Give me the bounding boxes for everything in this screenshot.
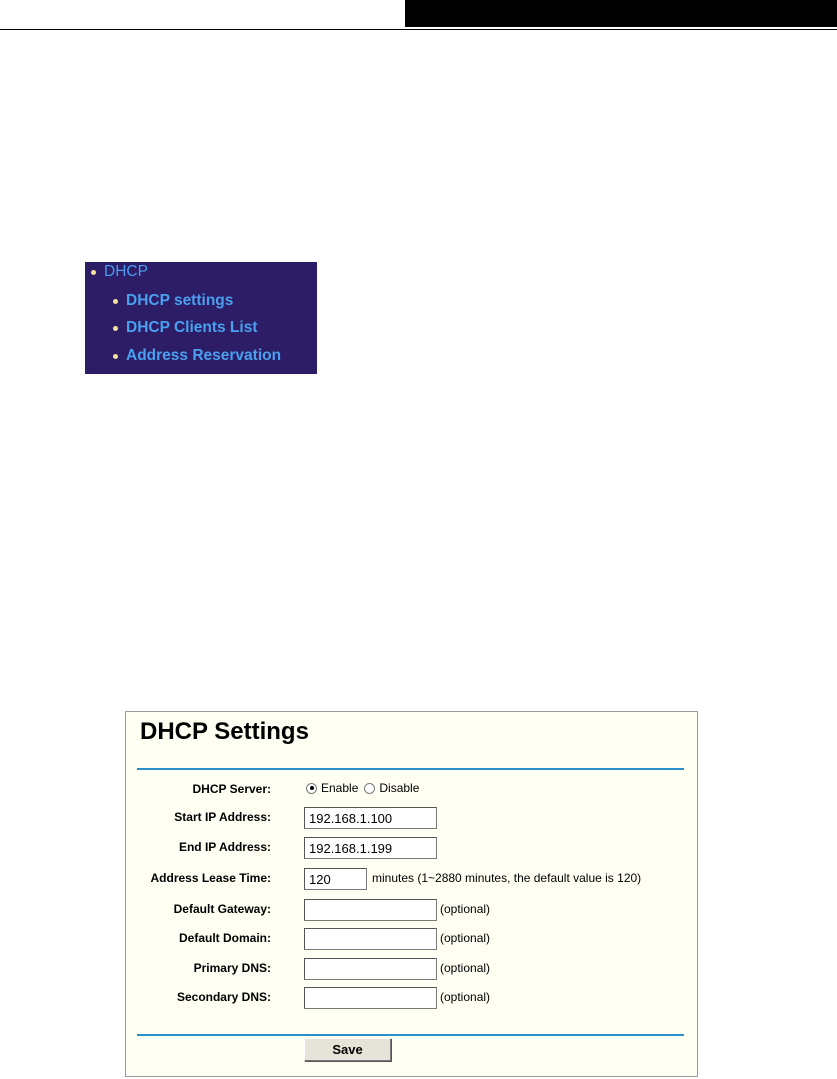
secondary-dns-row bbox=[126, 987, 699, 1011]
header-rule bbox=[0, 29, 837, 30]
dhcp-server-row bbox=[126, 779, 699, 803]
end-ip-input[interactable] bbox=[304, 837, 437, 859]
default-gateway-row bbox=[126, 899, 699, 923]
optional-hint: (optional) bbox=[440, 931, 491, 945]
default-domain-input[interactable] bbox=[304, 928, 437, 950]
default-domain-label: Default Domain: bbox=[178, 931, 271, 945]
dhcp-server-radio-group bbox=[306, 781, 419, 795]
menu-item-label: DHCP settings bbox=[126, 292, 234, 309]
menu-item-label: Address Reservation bbox=[126, 347, 282, 364]
default-gateway-label: Default Gateway: bbox=[173, 902, 271, 916]
start-ip-input[interactable] bbox=[304, 807, 437, 829]
enable-radio[interactable] bbox=[306, 783, 317, 794]
save-button[interactable]: Save bbox=[304, 1038, 391, 1061]
menu-item-label: DHCP bbox=[104, 263, 148, 280]
bullet-icon bbox=[113, 326, 118, 331]
optional-hint: (optional) bbox=[440, 902, 491, 916]
bullet-icon bbox=[91, 270, 96, 275]
menu-item-dhcp-settings[interactable] bbox=[113, 291, 233, 311]
lease-time-hint: minutes (1~2880 minutes, the default value is 120) bbox=[372, 871, 642, 885]
primary-dns-input[interactable] bbox=[304, 958, 437, 980]
panel-title: DHCP Settings bbox=[140, 718, 309, 745]
lease-time-input[interactable] bbox=[304, 868, 367, 890]
secondary-dns-input[interactable] bbox=[304, 987, 437, 1009]
dhcp-menu-panel bbox=[85, 262, 317, 374]
disable-radio-label: Disable bbox=[379, 781, 420, 795]
menu-item-dhcp-clients-list[interactable] bbox=[113, 318, 258, 338]
bullet-icon bbox=[113, 299, 118, 304]
disable-radio[interactable] bbox=[364, 783, 375, 794]
primary-dns-row bbox=[126, 958, 699, 982]
optional-hint: (optional) bbox=[440, 990, 491, 1004]
start-ip-row bbox=[126, 807, 699, 831]
default-domain-row bbox=[126, 928, 699, 952]
optional-hint: (optional) bbox=[440, 961, 491, 975]
end-ip-label: End IP Address: bbox=[178, 840, 271, 854]
lease-time-label: Address Lease Time: bbox=[150, 871, 271, 885]
default-gateway-input[interactable] bbox=[304, 899, 437, 921]
dhcp-server-label: DHCP Server: bbox=[192, 782, 271, 796]
top-divider bbox=[137, 768, 684, 770]
menu-item-label: DHCP Clients List bbox=[126, 319, 258, 336]
start-ip-label: Start IP Address: bbox=[174, 810, 271, 824]
enable-radio-label: Enable bbox=[321, 781, 359, 795]
end-ip-row bbox=[126, 837, 699, 861]
header-black-bar bbox=[405, 0, 837, 27]
dhcp-settings-panel bbox=[125, 711, 698, 1077]
menu-item-dhcp[interactable] bbox=[91, 262, 148, 282]
bottom-divider bbox=[137, 1034, 684, 1036]
secondary-dns-label: Secondary DNS: bbox=[176, 990, 271, 1004]
menu-item-address-reservation[interactable] bbox=[113, 346, 281, 366]
bullet-icon bbox=[113, 354, 118, 359]
lease-time-row bbox=[126, 868, 699, 892]
primary-dns-label: Primary DNS: bbox=[193, 961, 271, 975]
